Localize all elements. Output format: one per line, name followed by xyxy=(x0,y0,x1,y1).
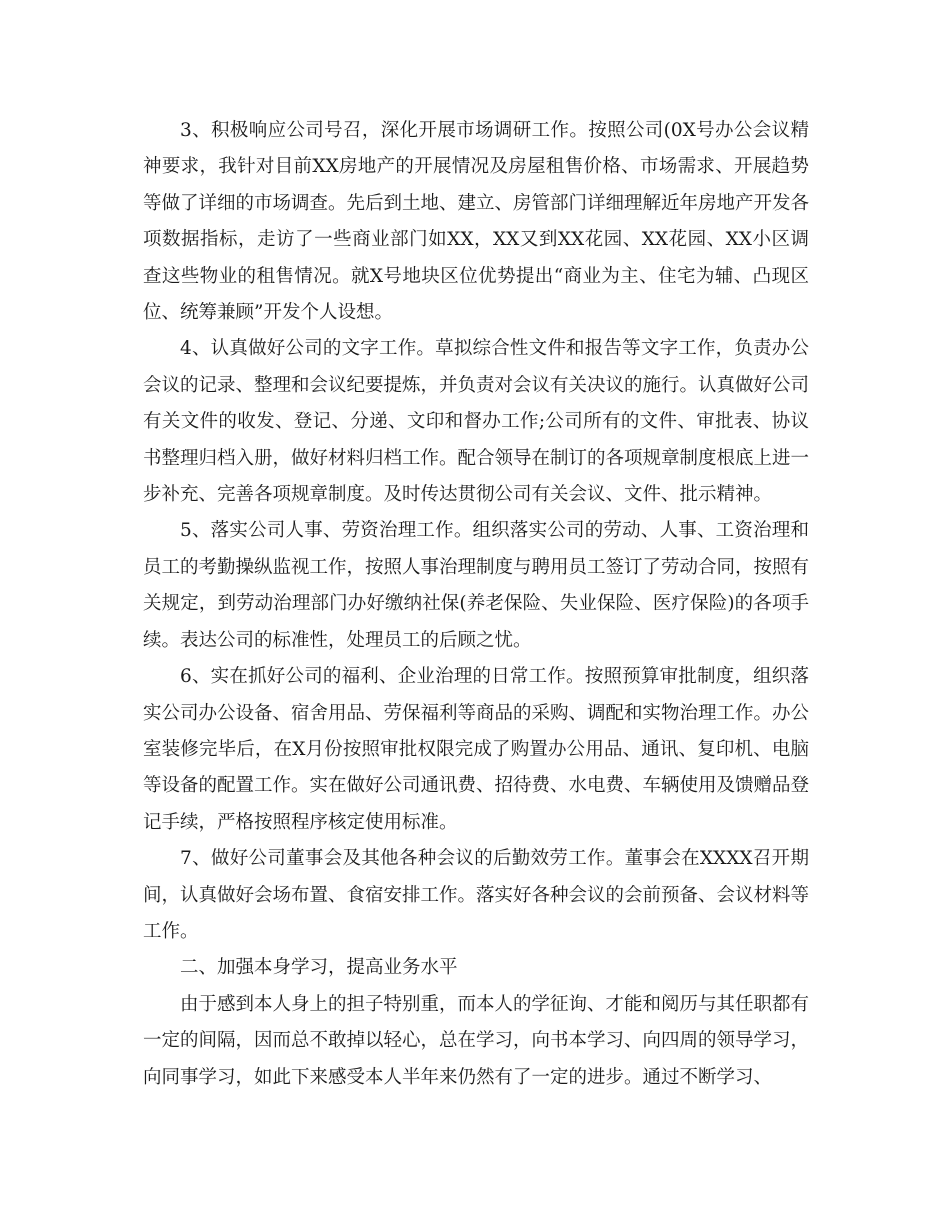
paragraph-item-7: 7、做好公司董事会及其他各种会议的后勤效劳工作。董事会在XXXX召开期间，认真做好会场布置、食宿安排工作。落实好各种会议的会前预备、会议材料等工作。 xyxy=(143,848,810,942)
paragraph-item-3: 3、积极响应公司号召，深化开展市场调研工作。按照公司(0X号办公会议精神要求，我针对目前XX房地产的开展情况及房屋租售价格、市场需求、开展趋势等做了详细的市场调查。先后到土地、建立、房管部门详细理解近年房地产开发各项数据指标，走访了一些商业部门如XX，XX又到XX花园、XX花园、XX小区调查这些物业的租售情况。就X号地块区位优势提出“商业为主、住宅为辅、凸现区位、统筹兼顾”开发个人设想。 xyxy=(143,120,810,324)
section-heading-2: 二、加强本身学习，提高业务水平 xyxy=(180,957,458,979)
paragraph-item-4: 4、认真做好公司的文字工作。草拟综合性文件和报告等文字工作，负责办公会议的记录、整理和会议纪要提炼，并负责对会议有关决议的施行。认真做好公司有关文件的收发、登记、分递、文印和督办工作;公司所有的文件、审批表、协议书整理归档入册，做好材料归档工作。配合领导在制订的各项规章制度根底上进一步补充、完善各项规章制度。及时传达贯彻公司有关会议、文件、批示精神。 xyxy=(143,338,810,506)
document-body xyxy=(143,113,809,1096)
paragraph-item-5: 5、落实公司人事、劳资治理工作。组织落实公司的劳动、人事、工资治理和员工的考勤操纵监视工作，按照人事治理制度与聘用员工签订了劳动合同，按照有关规定，到劳动治理部门办好缴纳社保(养老保险、失业保险、医疗保险)的各项手续。表达公司的标准性，处理员工的后顾之忧。 xyxy=(143,520,810,651)
paragraph-item-6: 6、实在抓好公司的福利、企业治理的日常工作。按照预算审批制度，组织落实公司办公设备、宿舍用品、劳保福利等商品的采购、调配和实物治理工作。办公室装修完毕后，在X月份按照审批权限完成了购置办公用品、通讯、复印机、电脑等设备的配置工作。实在做好公司通讯费、招待费、水电费、车辆使用及馈赠品登记手续，严格按照程序核定使用标准。 xyxy=(143,666,810,833)
paragraph-study: 由于感到本人身上的担子特别重，而本人的学征询、才能和阅历与其任职都有一定的间隔，因而总不敢掉以轻心，总在学习，向书本学习、向四周的领导学习，向同事学习，如此下来感受本人半年来仍然有了一定的进步。通过不断学习、 xyxy=(143,993,810,1088)
